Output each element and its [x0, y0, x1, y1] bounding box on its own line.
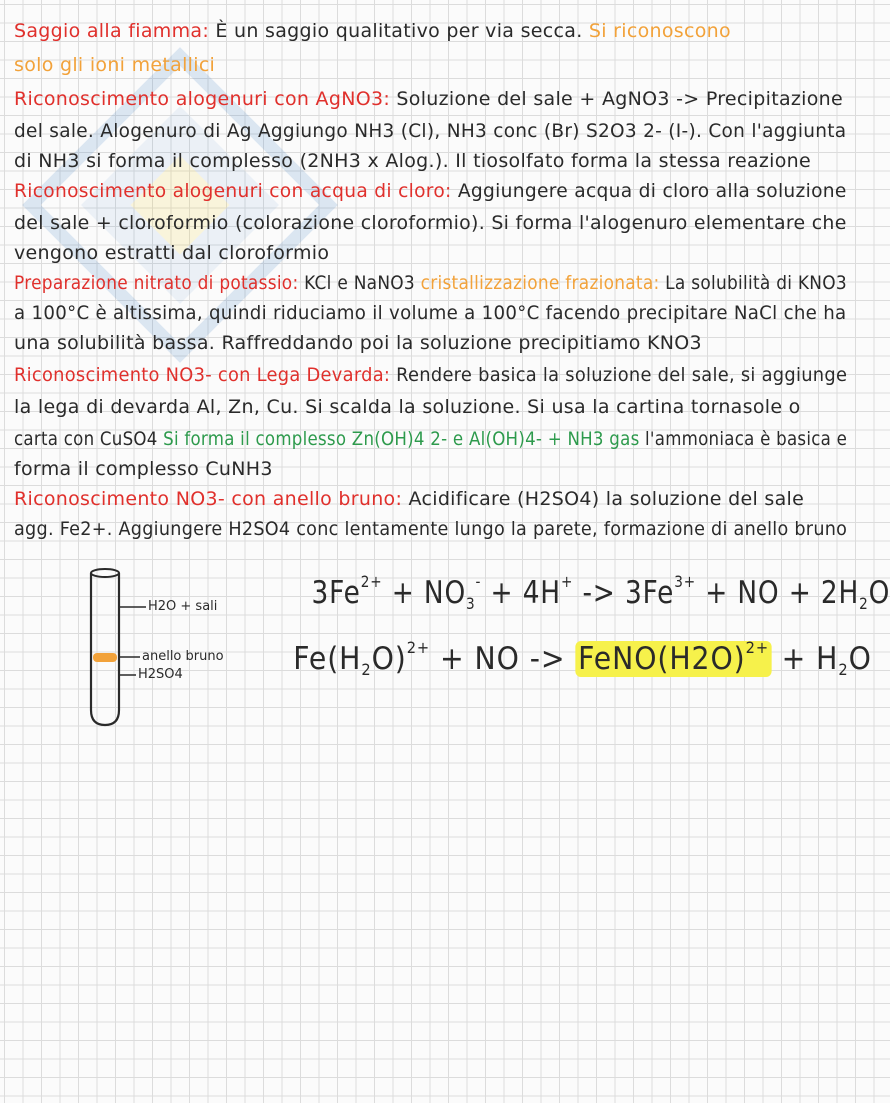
equation-2: $Fe(H_2O)^{2+}$ + NO -> $FeNO(H2O)^{2+} + H_2O$ — [293, 638, 872, 679]
note-line-12: Riconoscimento NO3- con Lega Devarda: Rendere basica la soluzione del sale, si aggiunge — [14, 364, 848, 386]
note-line-14: carta con CuSO4 Si forma il complesso Zn(OH)4 2- e Al(OH)4- + NH3 gas l'ammoniaca è basica e — [14, 428, 848, 450]
note-line-9: Preparazione nitrato di potassio: KCl e NaNO3 cristallizzazione frazionata: La solubilità di KNO3 — [14, 272, 847, 294]
test-tube-diagram — [80, 565, 260, 735]
anello-bruno-ring — [93, 653, 117, 662]
note-line-8: vengono estratti dal cloroformio — [14, 242, 330, 264]
label-h2o-sali: H2O + sali — [148, 599, 218, 614]
note-line-1: Saggio alla fiamma: È un saggio qualitativo per via secca. Si riconoscono — [14, 20, 731, 42]
highlighted-complex: $FeNO(H2O)^{2+}$ — [575, 641, 771, 677]
heading-nitrato-potassio: Preparazione nitrato di potassio: — [14, 272, 299, 294]
equation-1: $3Fe^{2+} + NO_3^- + 4H^+ -> 3Fe^{3+}$ + NO + $2H_2O$ — [311, 572, 890, 613]
note-line-4: del sale. Alogenuro di Ag Aggiungo NH3 (Cl), NH3 conc (Br) S2O3 2- (I-). Con l'aggiunta — [14, 120, 847, 142]
heading-anello-bruno: Riconoscimento NO3- con anello bruno: — [14, 488, 403, 510]
note-line-17: agg. Fe2+. Aggiungere H2SO4 conc lentamente lungo la parete, formazione di anello bruno — [14, 518, 848, 540]
note-line-5: di NH3 si forma il complesso (2NH3 x Alog.). Il tiosolfato forma la stessa reazione — [14, 150, 811, 172]
note-line-16: Riconoscimento NO3- con anello bruno: Acidificare (H2SO4) la soluzione del sale — [14, 488, 805, 510]
note-line-7: del sale + cloroformio (colorazione cloroformio). Si forma l'alogenuro elementare che — [14, 212, 847, 234]
label-anello-bruno: anello bruno — [142, 649, 224, 664]
note-line-6: Riconoscimento alogenuri con acqua di cloro: Aggiungere acqua di cloro alla soluzione — [14, 180, 847, 202]
heading-lega-devarda: Riconoscimento NO3- con Lega Devarda: — [14, 364, 391, 386]
note-line-10: a 100°C è altissima, quindi riduciamo il volume a 100°C facendo precipitare NaCl che ha — [14, 302, 847, 324]
note-line-2: solo gli ioni metallici — [14, 54, 216, 76]
label-h2so4: H2SO4 — [138, 667, 183, 682]
note-line-3: Riconoscimento alogenuri con AgNO3: Soluzione del sale + AgNO3 -> Precipitazione — [14, 88, 843, 110]
heading-alogenuri-cloro: Riconoscimento alogenuri con acqua di cloro: — [14, 180, 452, 202]
note-line-15: forma il complesso CuNH3 — [14, 458, 273, 480]
heading-alogenuri-agno3: Riconoscimento alogenuri con AgNO3: — [14, 88, 391, 110]
note-line-11: una solubilità bassa. Raffreddando poi la soluzione precipitiamo KNO3 — [14, 332, 702, 354]
note-line-13: la lega di devarda Al, Zn, Cu. Si scalda la soluzione. Si usa la cartina tornasole o — [14, 396, 801, 418]
heading-saggio-fiamma: Saggio alla fiamma: — [14, 20, 210, 42]
